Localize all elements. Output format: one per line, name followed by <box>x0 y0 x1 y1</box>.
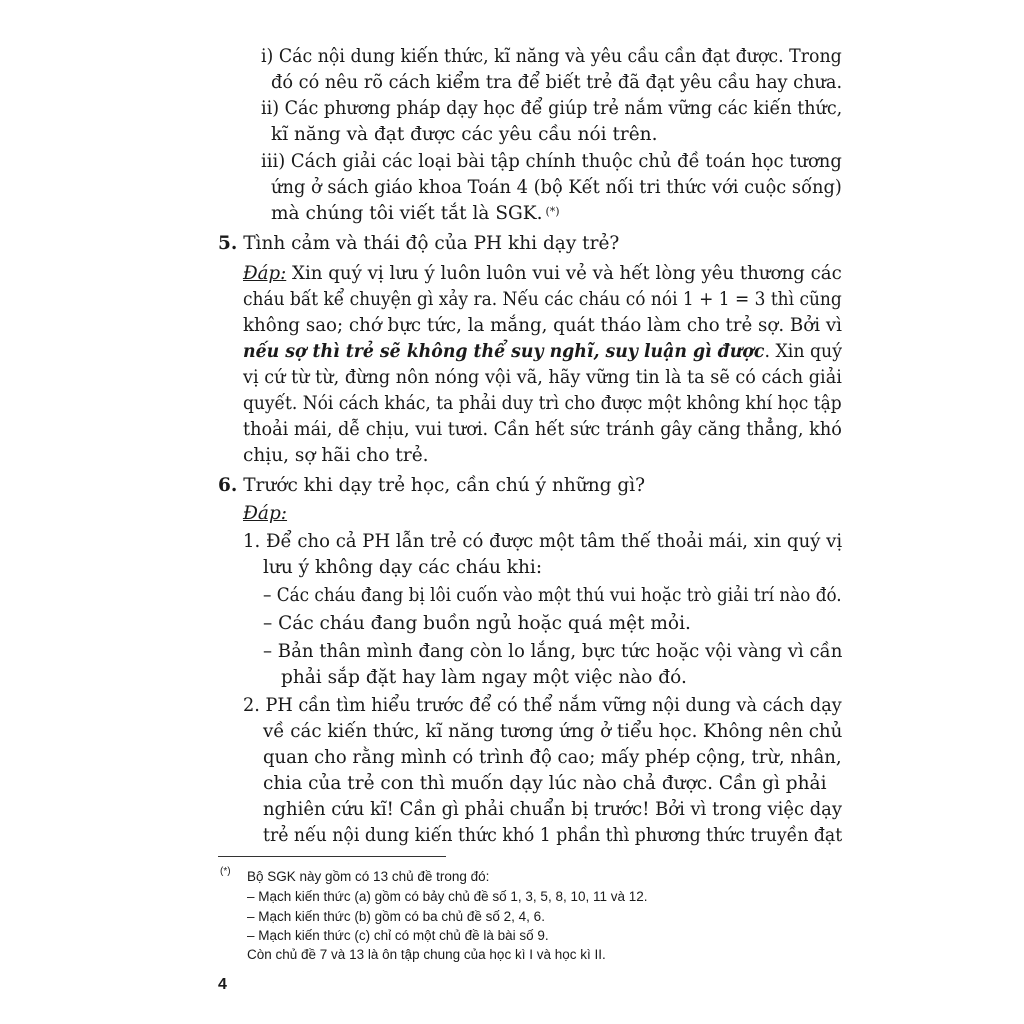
item-iii-line3 <box>271 202 560 226</box>
footnote-divider <box>218 856 446 857</box>
q5-number: 5. <box>218 233 238 254</box>
q6-dash2: – Các cháu đang buồn ngủ hoặc quá mệt mỏi. <box>263 613 691 634</box>
q5-answer-line2: cháu bất kể chuyện gì xảy ra. Nếu các cháu có nói 1 + 1 = 3 thì cũng <box>243 289 842 310</box>
footnote-mark: (*) <box>220 866 231 877</box>
page-number: 4 <box>218 976 227 993</box>
item-iii-line3-text: mà chúng tôi viết tắt là SGK. <box>271 203 543 224</box>
item-ii-line2: kĩ năng và đạt được các yêu cầu nói trên. <box>271 124 658 145</box>
footnote-line5: Còn chủ đề 7 và 13 là ôn tập chung của học kì I và học kì II. <box>247 947 606 962</box>
q5-heading <box>218 232 619 256</box>
q6-p1-line2: lưu ý không dạy các cháu khi: <box>263 557 543 578</box>
q5-answer-line4-rest: . Xin quý <box>764 341 842 362</box>
item-i-line1: i) Các nội dung kiến thức, kĩ năng và yêu cầu cần đạt được. Trong <box>261 46 842 67</box>
footnote-line1: Bộ SGK này gồm có 13 chủ đề trong đó: <box>247 869 490 884</box>
q6-p2-line3: quan cho rằng mình có trình độ cao; mấy phép cộng, trừ, nhân, <box>263 747 842 768</box>
q5-answer-line1-text: Xin quý vị lưu ý luôn luôn vui vẻ và hết lòng yêu thương các <box>292 263 842 284</box>
q6-dash1: – Các cháu đang bị lôi cuốn vào một thú vui hoặc trò giải trí nào đó. <box>263 585 842 606</box>
q5-answer-line7: thoải mái, dễ chịu, vui tươi. Cần hết sức tránh gây căng thẳng, khó <box>243 419 842 440</box>
q6-dash3-line1: – Bản thân mình đang còn lo lắng, bực tức hoặc vội vàng vì cần <box>263 641 843 662</box>
q6-dash3-line2: phải sắp đặt hay làm ngay một việc nào đó. <box>281 667 687 688</box>
footnote-line3: – Mạch kiến thức (b) gồm có ba chủ đề số 2, 4, 6. <box>247 909 545 924</box>
q6-p2-line2: về các kiến thức, kĩ năng tương ứng ở tiểu học. Không nên chủ <box>263 721 843 742</box>
q5-question: Tình cảm và thái độ của PH khi dạy trẻ? <box>243 233 620 254</box>
q5-answer-line6: quyết. Nói cách khác, ta phải duy trì cho được một không khí học tập <box>243 393 842 414</box>
q6-question: Trước khi dạy trẻ học, cần chú ý những gì? <box>243 475 646 496</box>
item-iii-line2: ứng ở sách giáo khoa Toán 4 (bộ Kết nối tri thức với cuộc sống) <box>271 177 842 198</box>
q6-heading <box>218 474 645 498</box>
q5-emphasis: nếu sợ thì trẻ sẽ không thể suy nghĩ, suy luận gì được <box>243 341 765 362</box>
q5-answer-line5: vị cứ từ từ, đừng nôn nóng vội vã, hãy vững tin là ta sẽ có cách giải <box>243 367 842 388</box>
q5-answer-line8: chịu, sợ hãi cho trẻ. <box>243 445 429 466</box>
footnote-ref: (*) <box>545 205 560 218</box>
q5-answer-line4 <box>243 340 842 364</box>
footnote-line4: – Mạch kiến thức (c) chỉ có một chủ đề là bài số 9. <box>247 928 549 943</box>
q6-p2-line6: trẻ nếu nội dung kiến thức khó 1 phần thì phương thức truyền đạt <box>263 825 843 846</box>
q6-number: 6. <box>218 475 238 496</box>
q6-p2-line5: nghiên cứu kĩ! Cần gì phải chuẩn bị trước! Bởi vì trong việc dạy <box>263 799 843 820</box>
q6-p2-line4: chia của trẻ con thì muốn dạy lúc nào chả được. Cần gì phải <box>263 773 827 794</box>
q6-answer-label: Đáp: <box>243 503 288 524</box>
item-iii-line1: iii) Cách giải các loại bài tập chính thuộc chủ đề toán học tương <box>261 151 842 172</box>
item-i-line2: đó có nêu rõ cách kiểm tra để biết trẻ đã đạt yêu cầu hay chưa. <box>271 72 843 93</box>
q5-answer-label: Đáp: <box>243 263 287 284</box>
q5-answer-line1 <box>243 262 842 286</box>
q6-p2-line1: 2. PH cần tìm hiểu trước để có thể nắm vững nội dung và cách dạy <box>243 695 842 716</box>
footnote-line2: – Mạch kiến thức (a) gồm có bảy chủ đề số 1, 3, 5, 8, 10, 11 và 12. <box>247 889 648 904</box>
q5-answer-line3: không sao; chớ bực tức, la mắng, quát tháo làm cho trẻ sợ. Bởi vì <box>243 315 842 336</box>
item-ii-line1: ii) Các phương pháp dạy học để giúp trẻ nắm vững các kiến thức, <box>261 98 843 119</box>
q6-p1-line1: 1. Để cho cả PH lẫn trẻ có được một tâm thế thoải mái, xin quý vị <box>243 531 843 552</box>
